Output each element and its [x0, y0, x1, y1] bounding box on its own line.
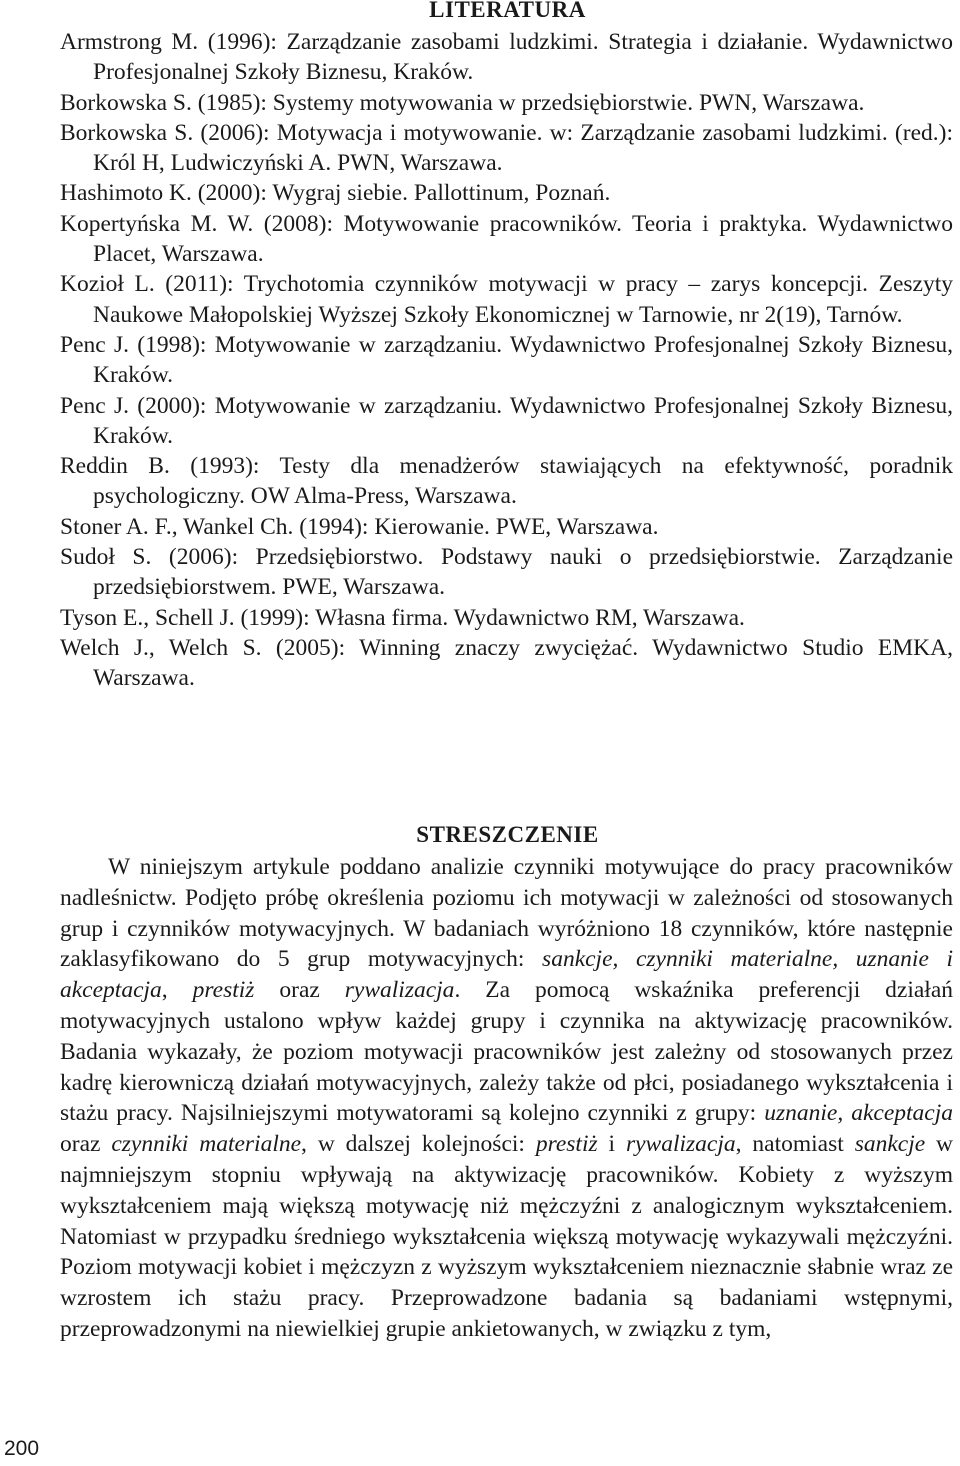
- abstract-text-run: , w dalszej kolejności:: [301, 1131, 536, 1158]
- abstract-text-run: w najmniejszym stopniu wpływają na aktywizację pracowników. Kobiety z wyższym wykształceniem mają większą motywację niż mężczyźni z analogicznym wykształceniem. Natomiast w przypadku średniego wykształcenia większą motywację wykazywali mężczyźni. Poziom motywacji kobiet i mężczyzn z wyższym wykształceniem nieznacznie słabnie wraz ze wzrostem ich stażu pracy. Przeprowadzone badania są badaniami wstępnymi, przeprowadzonymi na niewielkiej grupie ankietowanych, w związku z tym,: [60, 1131, 954, 1342]
- abstract-text-run: . Za pomocą wskaźnika preferencji działań motywacyjnych ustalono wpływ każdej grupy i czynnika na aktywizację pracowników. Badania wykazały, że poziom motywacji pracowników jest zależny od stosowanych przez kadrę kierowniczą działań motywacyjnych, zależy także od płci, posiadanego wykształcenia i stażu pracy. Najsilniejszymi motywatorami są kolejno czynniki z grupy:: [60, 977, 954, 1127]
- abstract-italic-term: czynniki materialne: [111, 1131, 302, 1158]
- reference-list: [60, 27, 953, 694]
- reference-item: Stoner A. F., Wankel Ch. (1994): Kierowanie. PWE, Warszawa.: [60, 513, 659, 540]
- reference-item: Welch J., Welch S. (2005): Winning znaczy zwyciężać. Wydawnictwo Studio EMKA, Warszawa.: [60, 634, 953, 692]
- abstract-paragraph: [60, 852, 953, 1345]
- reference-item: Sudoł S. (2006): Przedsiębiorstwo. Podstawy nauki o przedsiębiorstwie. Zarządzanie przedsiębiorstwem. PWE, Warszawa.: [60, 544, 953, 601]
- reference-item: Borkowska S. (2006): Motywacja i motywowanie. w: Zarządzanie zasobami ludzkimi. (red.): Król H, Ludwiczyński A. PWN, Warszawa.: [60, 119, 953, 177]
- reference-item: Tyson E., Schell J. (1999): Własna firma. Wydawnictwo RM, Warszawa.: [60, 604, 745, 631]
- abstract-italic-term: prestiż: [535, 1131, 598, 1158]
- abstract-text-run: ,: [161, 977, 193, 1004]
- reference-item: Kopertyńska M. W. (2008): Motywowanie pracowników. Teoria i praktyka. Wydawnictwo Placet, Warszawa.: [60, 210, 953, 268]
- reference-item: Armstrong M. (1996): Zarządzanie zasobami ludzkimi. Strategia i działanie. Wydawnictwo Profesjonalnej Szkoły Biznesu, Kraków.: [60, 29, 953, 86]
- abstract-text-run: W niniejszym artykule poddano analizie czynniki motywujące do pracy pracowników nadleśnictw. Podjęto próbę określenia poziomu ich motywacji w zależności od stosowanych grup i czynników motywacyjnych. W badaniach wyróżniono 18 czynników, które następnie zaklasyfikowano do 5 grup motywacyjnych:: [60, 854, 953, 973]
- abstract-italic-term: sankcje, czynniki materialne, uznanie i akceptacja: [60, 946, 953, 1004]
- abstract-italic-term: prestiż: [192, 977, 255, 1004]
- summary-heading: STRESZCZENIE: [416, 822, 599, 847]
- reference-item: Penc J. (1998): Motywowanie w zarządzaniu. Wydawnictwo Profesjonalnej Szkoły Biznesu, Kraków.: [60, 331, 953, 389]
- page-number: 200: [4, 1437, 40, 1460]
- abstract-italic-term: uznanie, akceptacja: [764, 1100, 953, 1127]
- abstract-italic-term: rywalizacja: [344, 977, 455, 1004]
- reference-item: Kozioł L. (2011): Trychotomia czynników motywacji w pracy – zarys koncepcji. Zeszyty Naukowe Małopolskiej Wyższej Szkoły Ekonomicznej w Tarnowie, nr 2(19), Tarnów.: [60, 271, 953, 328]
- abstract-text-run: oraz: [254, 977, 345, 1004]
- abstract-text-run: , natomiast: [735, 1131, 855, 1158]
- literature-heading: LITERATURA: [429, 0, 586, 22]
- abstract-italic-term: rywalizacja: [625, 1131, 736, 1158]
- abstract-text-run: i: [597, 1131, 626, 1158]
- reference-item: Hashimoto K. (2000): Wygraj siebie. Pallottinum, Poznań.: [60, 180, 611, 207]
- reference-item: Reddin B. (1993): Testy dla menadżerów stawiających na efektywność, poradnik psychologiczny. OW Alma-Press, Warszawa.: [60, 453, 953, 510]
- abstract-italic-term: sankcje: [854, 1131, 926, 1158]
- reference-item: Penc J. (2000): Motywowanie w zarządzaniu. Wydawnictwo Profesjonalnej Szkoły Biznesu, Kraków.: [60, 392, 953, 449]
- abstract-text-run: oraz: [60, 1131, 112, 1158]
- reference-item: Borkowska S. (1985): Systemy motywowania w przedsiębiorstwie. PWN, Warszawa.: [60, 89, 865, 116]
